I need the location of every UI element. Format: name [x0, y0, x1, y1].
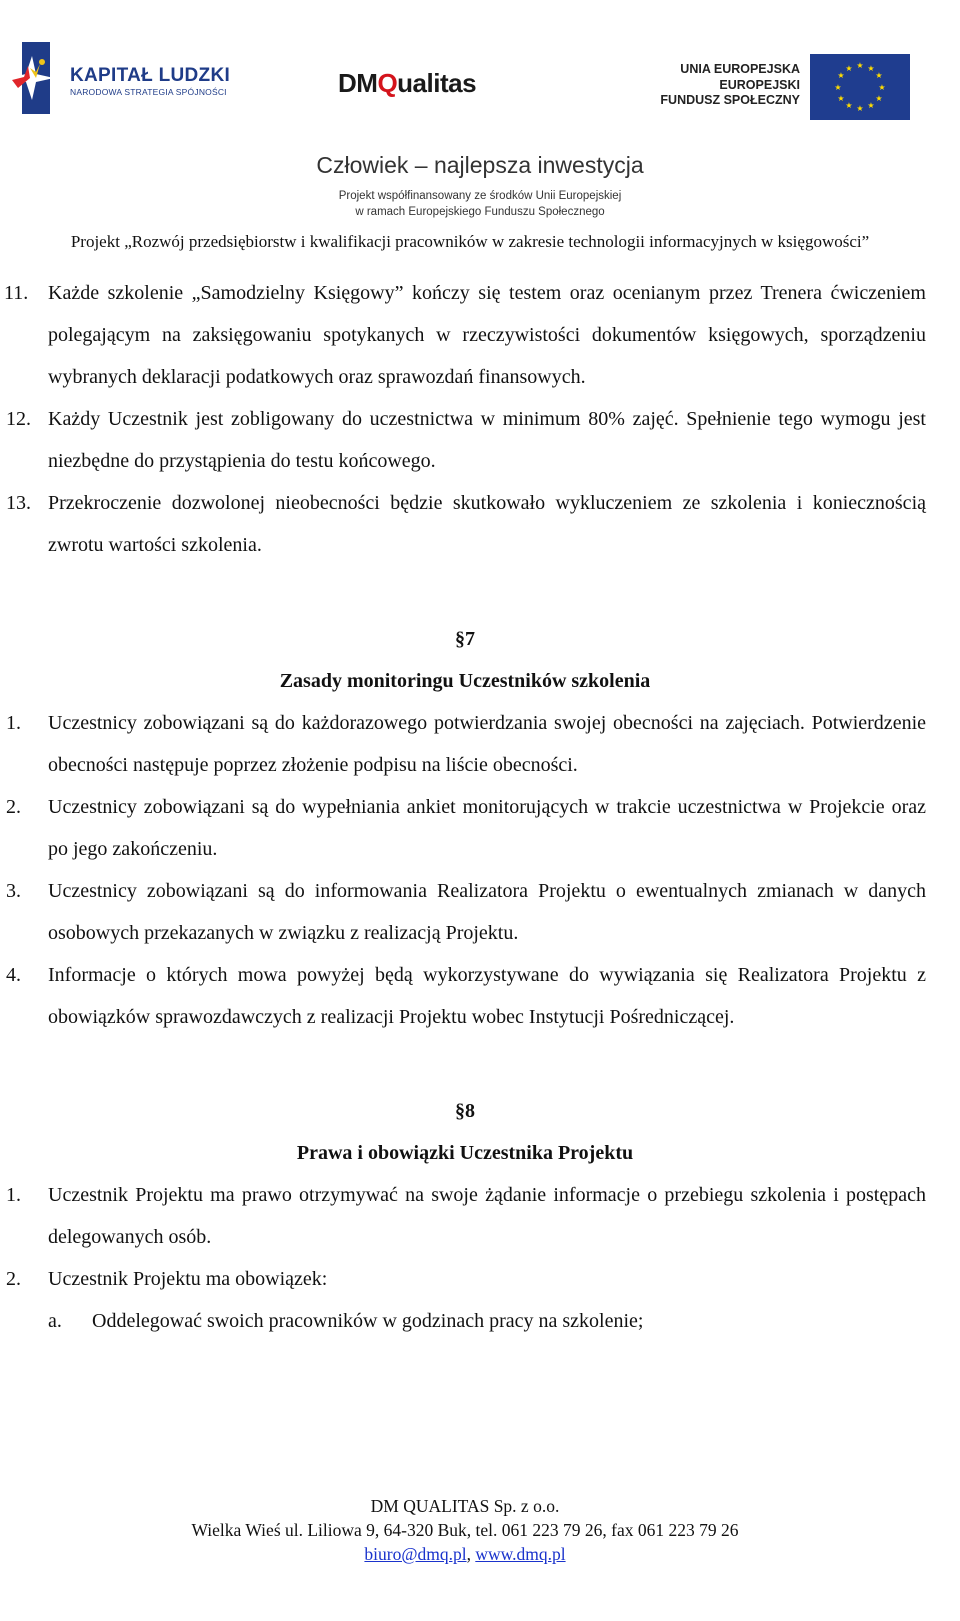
item-text: Przekroczenie dozwolonej nieobecności będzie skutkowało wykluczeniem ze szkolenia i koniecznością zwrotu wartości szkolenia. — [48, 492, 926, 556]
kapital-ludzki-subtitle: NARODOWA STRATEGIA SPÓJNOŚCI — [70, 87, 227, 97]
list-item — [0, 482, 926, 566]
eu-line3: FUNDUSZ SPOŁECZNY — [660, 93, 800, 107]
item-text: Informacje o których mowa powyżej będą wykorzystywane do wywiązania się Realizatora Projektu z obowiązków sprawozdawczych z realizacji Projektu wobec Instytucji Pośredniczącej. — [48, 964, 926, 1028]
item-number: 11. — [4, 282, 29, 304]
footer-address: Wielka Wieś ul. Liliowa 9, 64-320 Buk, tel. 061 223 79 26, fax 061 223 79 26 — [191, 1520, 739, 1540]
item-text: Uczestnicy zobowiązani są do każdorazowego potwierdzania swojej obecności na zajęciach. Potwierdzenie obecności następuje poprzez złożenie podpisu na liście obecności. — [48, 712, 926, 776]
list-item — [0, 870, 926, 954]
svg-text:★: ★ — [856, 104, 864, 113]
dmq-logo-part3: ualitas — [397, 68, 477, 98]
footer-separator: , — [466, 1544, 476, 1564]
item-number: 4. — [6, 964, 21, 986]
svg-text:★: ★ — [867, 64, 875, 73]
sub-list-item — [0, 1300, 926, 1342]
svg-text:★: ★ — [867, 101, 875, 110]
list-item — [0, 1258, 926, 1300]
svg-text:★: ★ — [875, 71, 883, 80]
list-item — [0, 1174, 926, 1258]
item-number: 2. — [6, 1268, 21, 1290]
footer-website-link[interactable]: www.dmq.pl — [475, 1544, 566, 1564]
svg-text:★: ★ — [837, 71, 845, 80]
dmq-logo-part1: DM — [338, 68, 378, 98]
header-logos — [0, 0, 960, 140]
section-7-title: Zasady monitoringu Uczestników szkolenia — [279, 670, 651, 692]
svg-text:★: ★ — [837, 94, 845, 103]
item-number: 2. — [6, 796, 21, 818]
kapital-ludzki-star-icon — [6, 42, 56, 114]
document-body — [0, 272, 960, 1342]
slogan-subtitle-line2: w ramach Europejskiego Funduszu Społecznego — [355, 206, 605, 218]
svg-text:★: ★ — [875, 94, 883, 103]
item-number: 13. — [6, 492, 31, 514]
footer — [0, 1494, 930, 1566]
list-item — [0, 272, 926, 398]
item-text: Uczestnicy zobowiązani są do informowania Realizatora Projektu o ewentualnych zmianach w danych osobowych przekazanych w związku z realizacją Projektu. — [48, 880, 926, 944]
sub-item-text: Oddelegować swoich pracowników w godzinach pracy na szkolenie; — [92, 1310, 644, 1332]
item-text: Uczestnik Projektu ma prawo otrzymywać na swoje żądanie informacje o przebiegu szkolenia i postępach delegowanych osób. — [48, 1184, 926, 1248]
svg-text:★: ★ — [834, 83, 842, 92]
kapital-ludzki-logo — [6, 42, 246, 116]
svg-text:★: ★ — [845, 64, 853, 73]
dmqualitas-logo — [338, 68, 476, 99]
eu-logo-text — [652, 62, 800, 109]
slogan-block — [0, 150, 960, 220]
item-text: Każdy Uczestnik jest zobligowany do uczestnictwa w minimum 80% zajęć. Spełnienie tego wymogu jest niezbędne do przystąpienia do testu końcowego. — [48, 408, 926, 472]
section-8-symbol: §8 — [455, 1100, 475, 1122]
item-text: Uczestnik Projektu ma obowiązek: — [48, 1268, 328, 1290]
project-name: Projekt „Rozwój przedsiębiorstw i kwalifikacji pracowników w zakresie technologii informacyjnych w księgowości” — [70, 232, 870, 251]
footer-email-link[interactable]: biuro@dmq.pl — [364, 1544, 467, 1564]
eu-flag-icon — [810, 54, 910, 120]
item-number: 1. — [6, 1184, 21, 1206]
item-text: Uczestnicy zobowiązani są do wypełniania ankiet monitorujących w trakcie uczestnictwa w Projekcie oraz po jego zakończeniu. — [48, 796, 926, 860]
svg-text:★: ★ — [845, 101, 853, 110]
svg-text:★: ★ — [878, 83, 886, 92]
slogan-subtitle — [0, 188, 960, 220]
item-number: 1. — [6, 712, 21, 734]
item-text: Każde szkolenie „Samodzielny Księgowy” kończy się testem oraz ocenianym przez Trenera ćwiczeniem polegającym na zaksięgowaniu spotykanych w rzeczywistości dokumentów księgowych, sporządzeniu wybranych deklaracji podatkowych oraz sprawozdań finansowych. — [48, 282, 926, 388]
item-number: 3. — [6, 880, 21, 902]
list-item — [0, 702, 926, 786]
dmq-logo-q: Q — [377, 68, 398, 98]
eu-line1: UNIA EUROPEJSKA — [680, 62, 800, 76]
section-8-title: Prawa i obowiązki Uczestnika Projektu — [296, 1142, 634, 1164]
list-item — [0, 398, 926, 482]
kapital-ludzki-title: KAPITAŁ LUDZKI — [70, 65, 231, 86]
list-item — [0, 786, 926, 870]
item-number: 12. — [6, 408, 31, 430]
slogan-subtitle-line1: Projekt współfinansowany ze środków Unii Europejskiej — [338, 190, 622, 202]
list-item — [0, 954, 926, 1038]
eu-line2: EUROPEJSKI — [719, 77, 800, 92]
footer-company: DM QUALITAS Sp. z o.o. — [370, 1496, 560, 1516]
svg-text:★: ★ — [856, 61, 864, 70]
slogan-title: Człowiek – najlepsza inwestycja — [316, 152, 644, 178]
footer-contact — [0, 1542, 930, 1566]
section-7-symbol: §7 — [455, 628, 475, 650]
sub-item-letter: a. — [48, 1310, 62, 1332]
